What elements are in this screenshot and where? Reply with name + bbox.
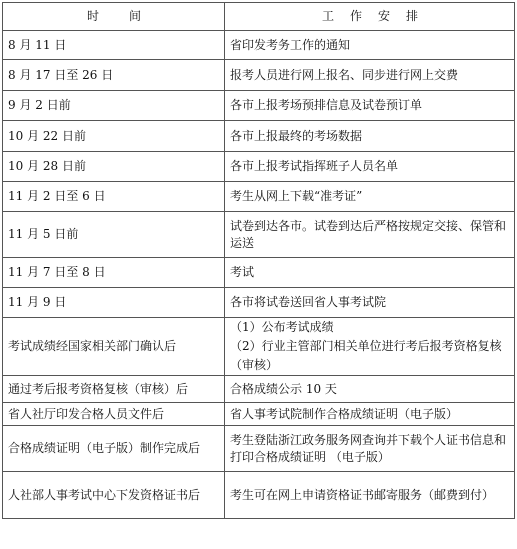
header-work-char-1: 工	[321, 9, 334, 23]
time-cell: 8 月 11 日	[3, 31, 225, 60]
header-time-char-1: 时	[86, 9, 99, 23]
task-cell: 合格成绩公示 10 天	[225, 376, 515, 403]
header-work-char-3: 安	[378, 9, 391, 23]
time-cell: 11 月 9 日	[3, 288, 225, 318]
table-row	[3, 91, 515, 121]
exam-schedule-table	[2, 2, 515, 519]
time-cell: 11 月 5 日前	[3, 212, 225, 258]
table-row	[3, 258, 515, 288]
time-cell: 通过考后报考资格复核（审核）后	[3, 376, 225, 403]
table-row	[3, 31, 515, 60]
time-cell: 省人社厅印发合格人员文件后	[3, 403, 225, 426]
table-row	[3, 182, 515, 212]
header-time	[3, 3, 225, 31]
table-row	[3, 60, 515, 91]
time-cell: 11 月 7 日至 8 日	[3, 258, 225, 288]
task-cell: 各市上报考试指挥班子人员名单	[225, 152, 515, 182]
table-header-row	[3, 3, 515, 31]
task-cell: 各市上报考场预排信息及试卷预订单	[225, 91, 515, 121]
table-row	[3, 403, 515, 426]
table-row	[3, 318, 515, 376]
time-cell: 10 月 28 日前	[3, 152, 225, 182]
table-row	[3, 212, 515, 258]
header-work-char-4: 排	[406, 9, 419, 23]
task-cell: 试卷到达各市。试卷到达后严格按规定交接、保管和运送	[225, 212, 515, 258]
time-cell: 人社部人事考试中心下发资格证书后	[3, 472, 225, 519]
task-cell: 考生可在网上申请资格证书邮寄服务（邮费到付）	[225, 472, 515, 519]
header-work-char-2: 作	[349, 9, 362, 23]
time-cell: 合格成绩证明（电子版）制作完成后	[3, 426, 225, 472]
table-row	[3, 121, 515, 152]
task-cell: 各市上报最终的考场数据	[225, 121, 515, 152]
header-time-char-2: 间	[129, 9, 142, 23]
time-cell: 考试成绩经国家相关部门确认后	[3, 318, 225, 376]
task-cell: 省印发考务工作的通知	[225, 31, 515, 60]
task-cell: 省人事考试院制作合格成绩证明（电子版）	[225, 403, 515, 426]
table-row	[3, 152, 515, 182]
time-cell: 9 月 2 日前	[3, 91, 225, 121]
task-cell: 考试	[225, 258, 515, 288]
table-row	[3, 288, 515, 318]
task-cell	[225, 318, 515, 376]
task-cell: 考生从网上下载“准考证”	[225, 182, 515, 212]
time-cell: 11 月 2 日至 6 日	[3, 182, 225, 212]
task-cell: 各市将试卷送回省人事考试院	[225, 288, 515, 318]
time-cell: 10 月 22 日前	[3, 121, 225, 152]
task-cell: 报考人员进行网上报名、同步进行网上交费	[225, 60, 515, 91]
task-line-2: （2）行业主管部门相关单位进行考后报考资格复核（审核）	[230, 339, 502, 372]
time-cell: 8 月 17 日至 26 日	[3, 60, 225, 91]
table-row	[3, 472, 515, 519]
table-row	[3, 426, 515, 472]
schedule-sheet	[2, 2, 514, 547]
table-row	[3, 376, 515, 403]
task-cell: 考生登陆浙江政务服务网查询并下载个人证书信息和打印合格成绩证明 （电子版）	[225, 426, 515, 472]
task-line-1: （1）公布考试成绩	[230, 320, 334, 334]
header-work-arrangement	[225, 3, 515, 31]
